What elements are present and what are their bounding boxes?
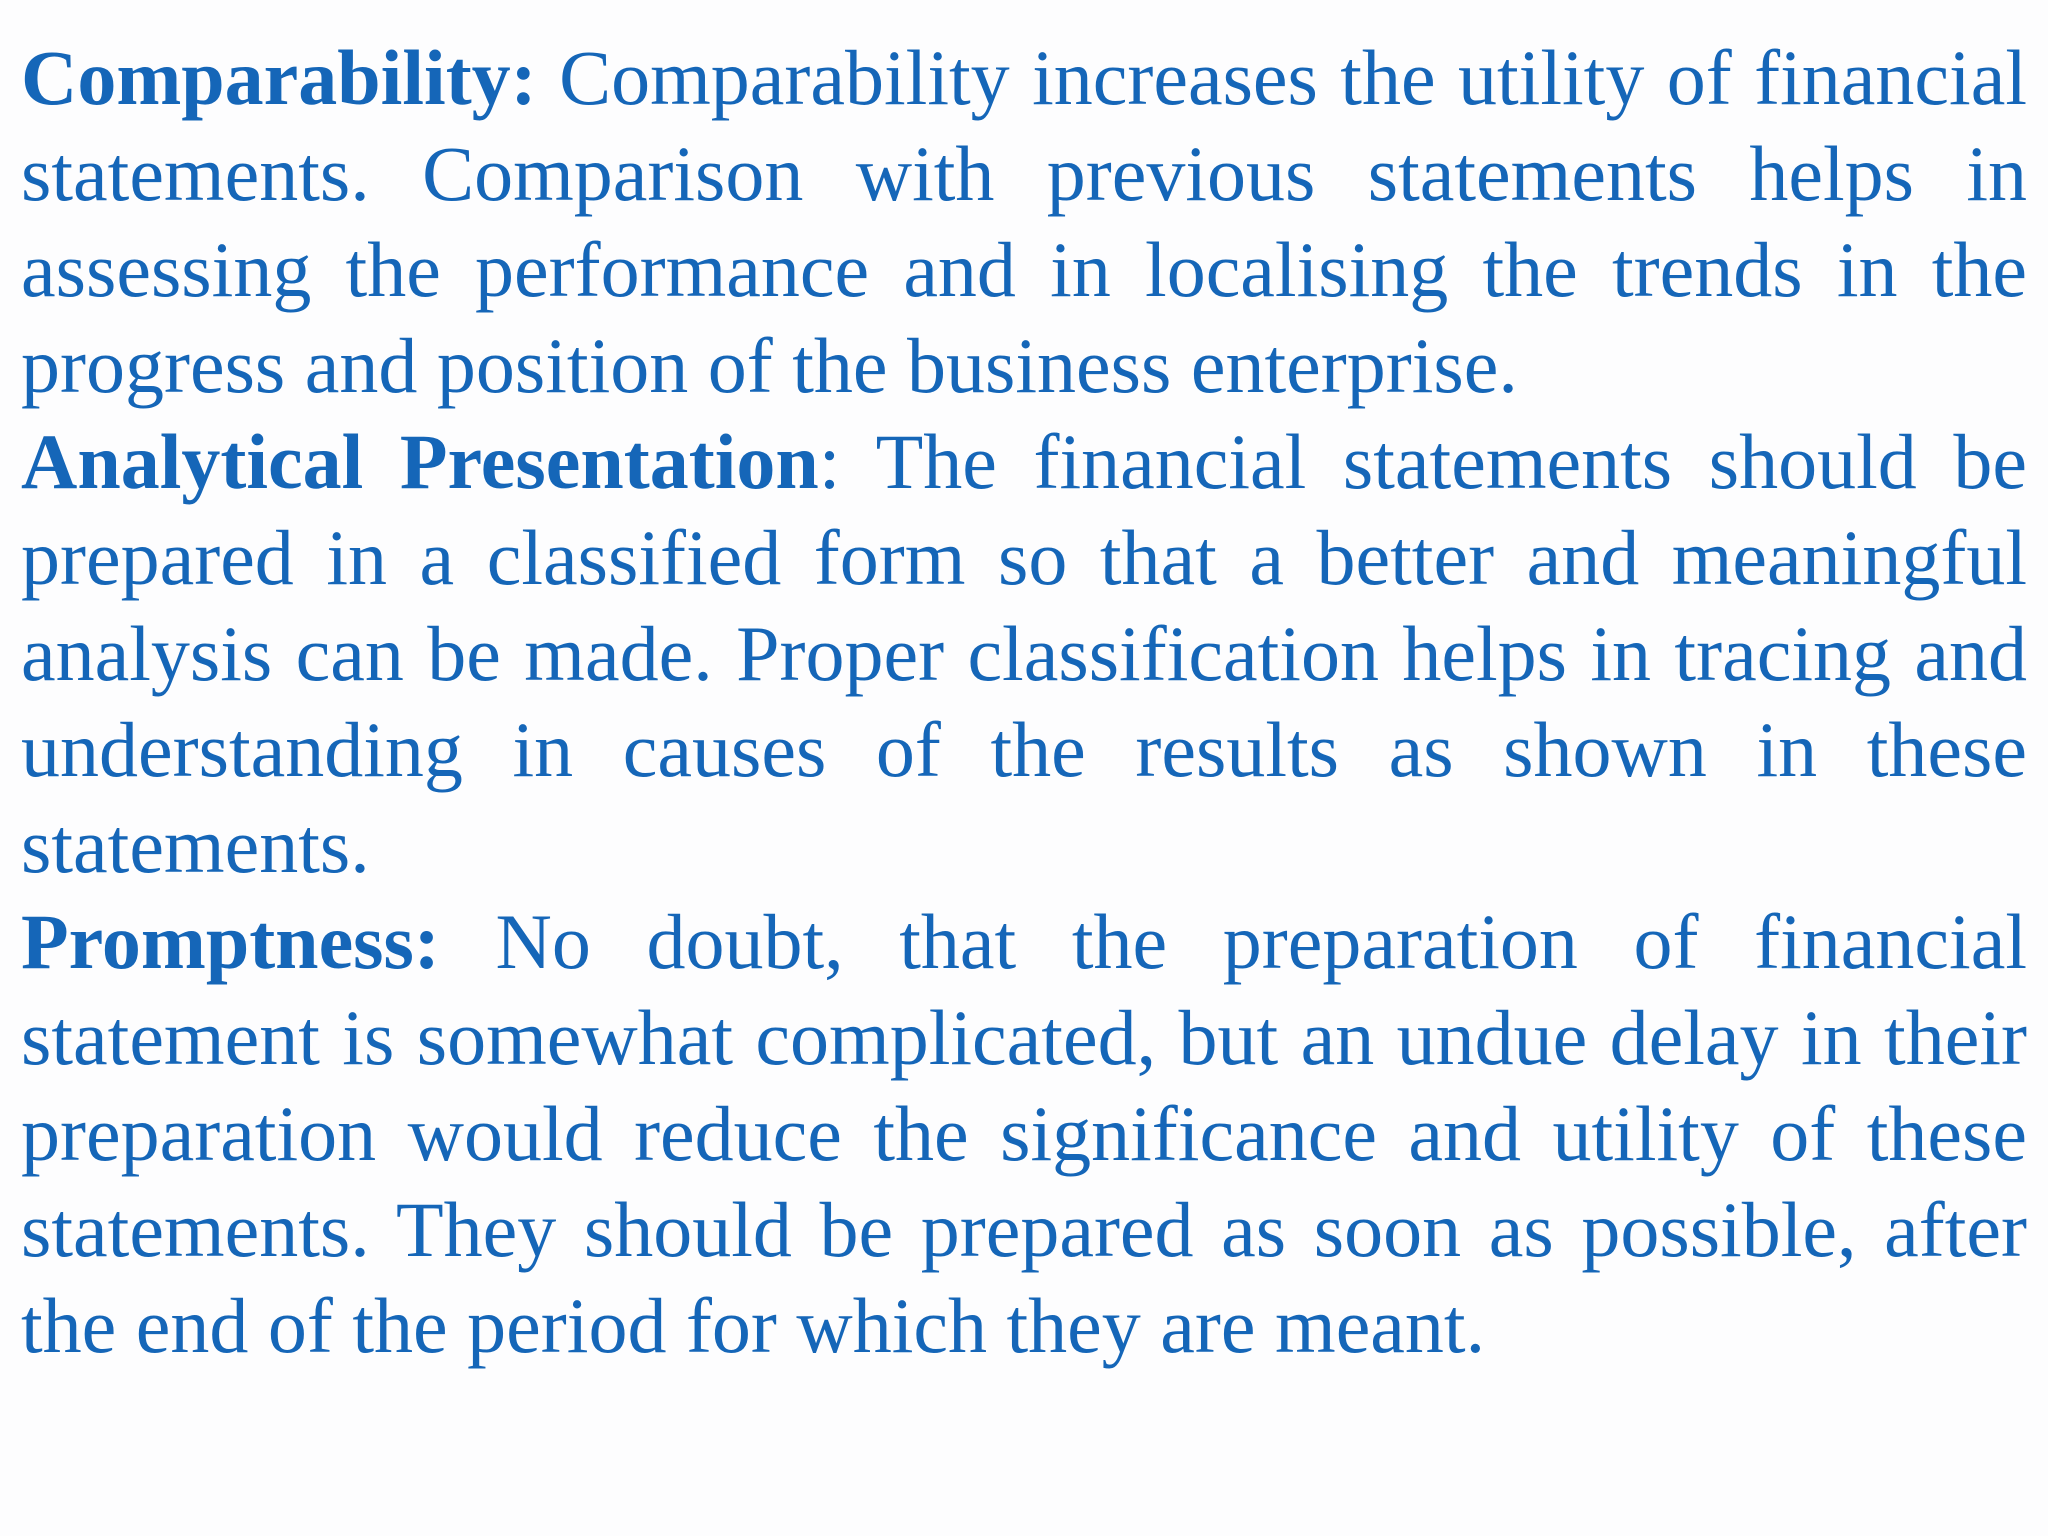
term-comparability: Comparability: — [21, 34, 537, 121]
paragraph-analytical-presentation — [21, 414, 2027, 894]
description-promptness: No doubt, that the preparation of financial statement is somewhat complicated, but an undue delay in their preparation would reduce the significance and utility of these statements. They should be prepared as soon as possible, after the end of the period for which they are meant. — [21, 898, 2027, 1369]
description-analytical-presentation: : The financial statements should be prepared in a classified form so that a better and meaningful analysis can be made. Proper classification helps in tracing and understanding in causes of the results as shown in these statements. — [21, 418, 2027, 889]
term-promptness: Promptness: — [21, 898, 440, 985]
paragraph-promptness — [21, 894, 2027, 1374]
paragraph-comparability — [21, 30, 2027, 414]
term-analytical-presentation: Analytical Presentation — [21, 418, 819, 505]
description-comparability: Comparability increases the utility of financial statements. Comparison with previous statements helps in assessing the performance and in localising the trends in the progress and position of the business enterprise. — [21, 34, 2027, 409]
slide-body — [21, 30, 2027, 1374]
